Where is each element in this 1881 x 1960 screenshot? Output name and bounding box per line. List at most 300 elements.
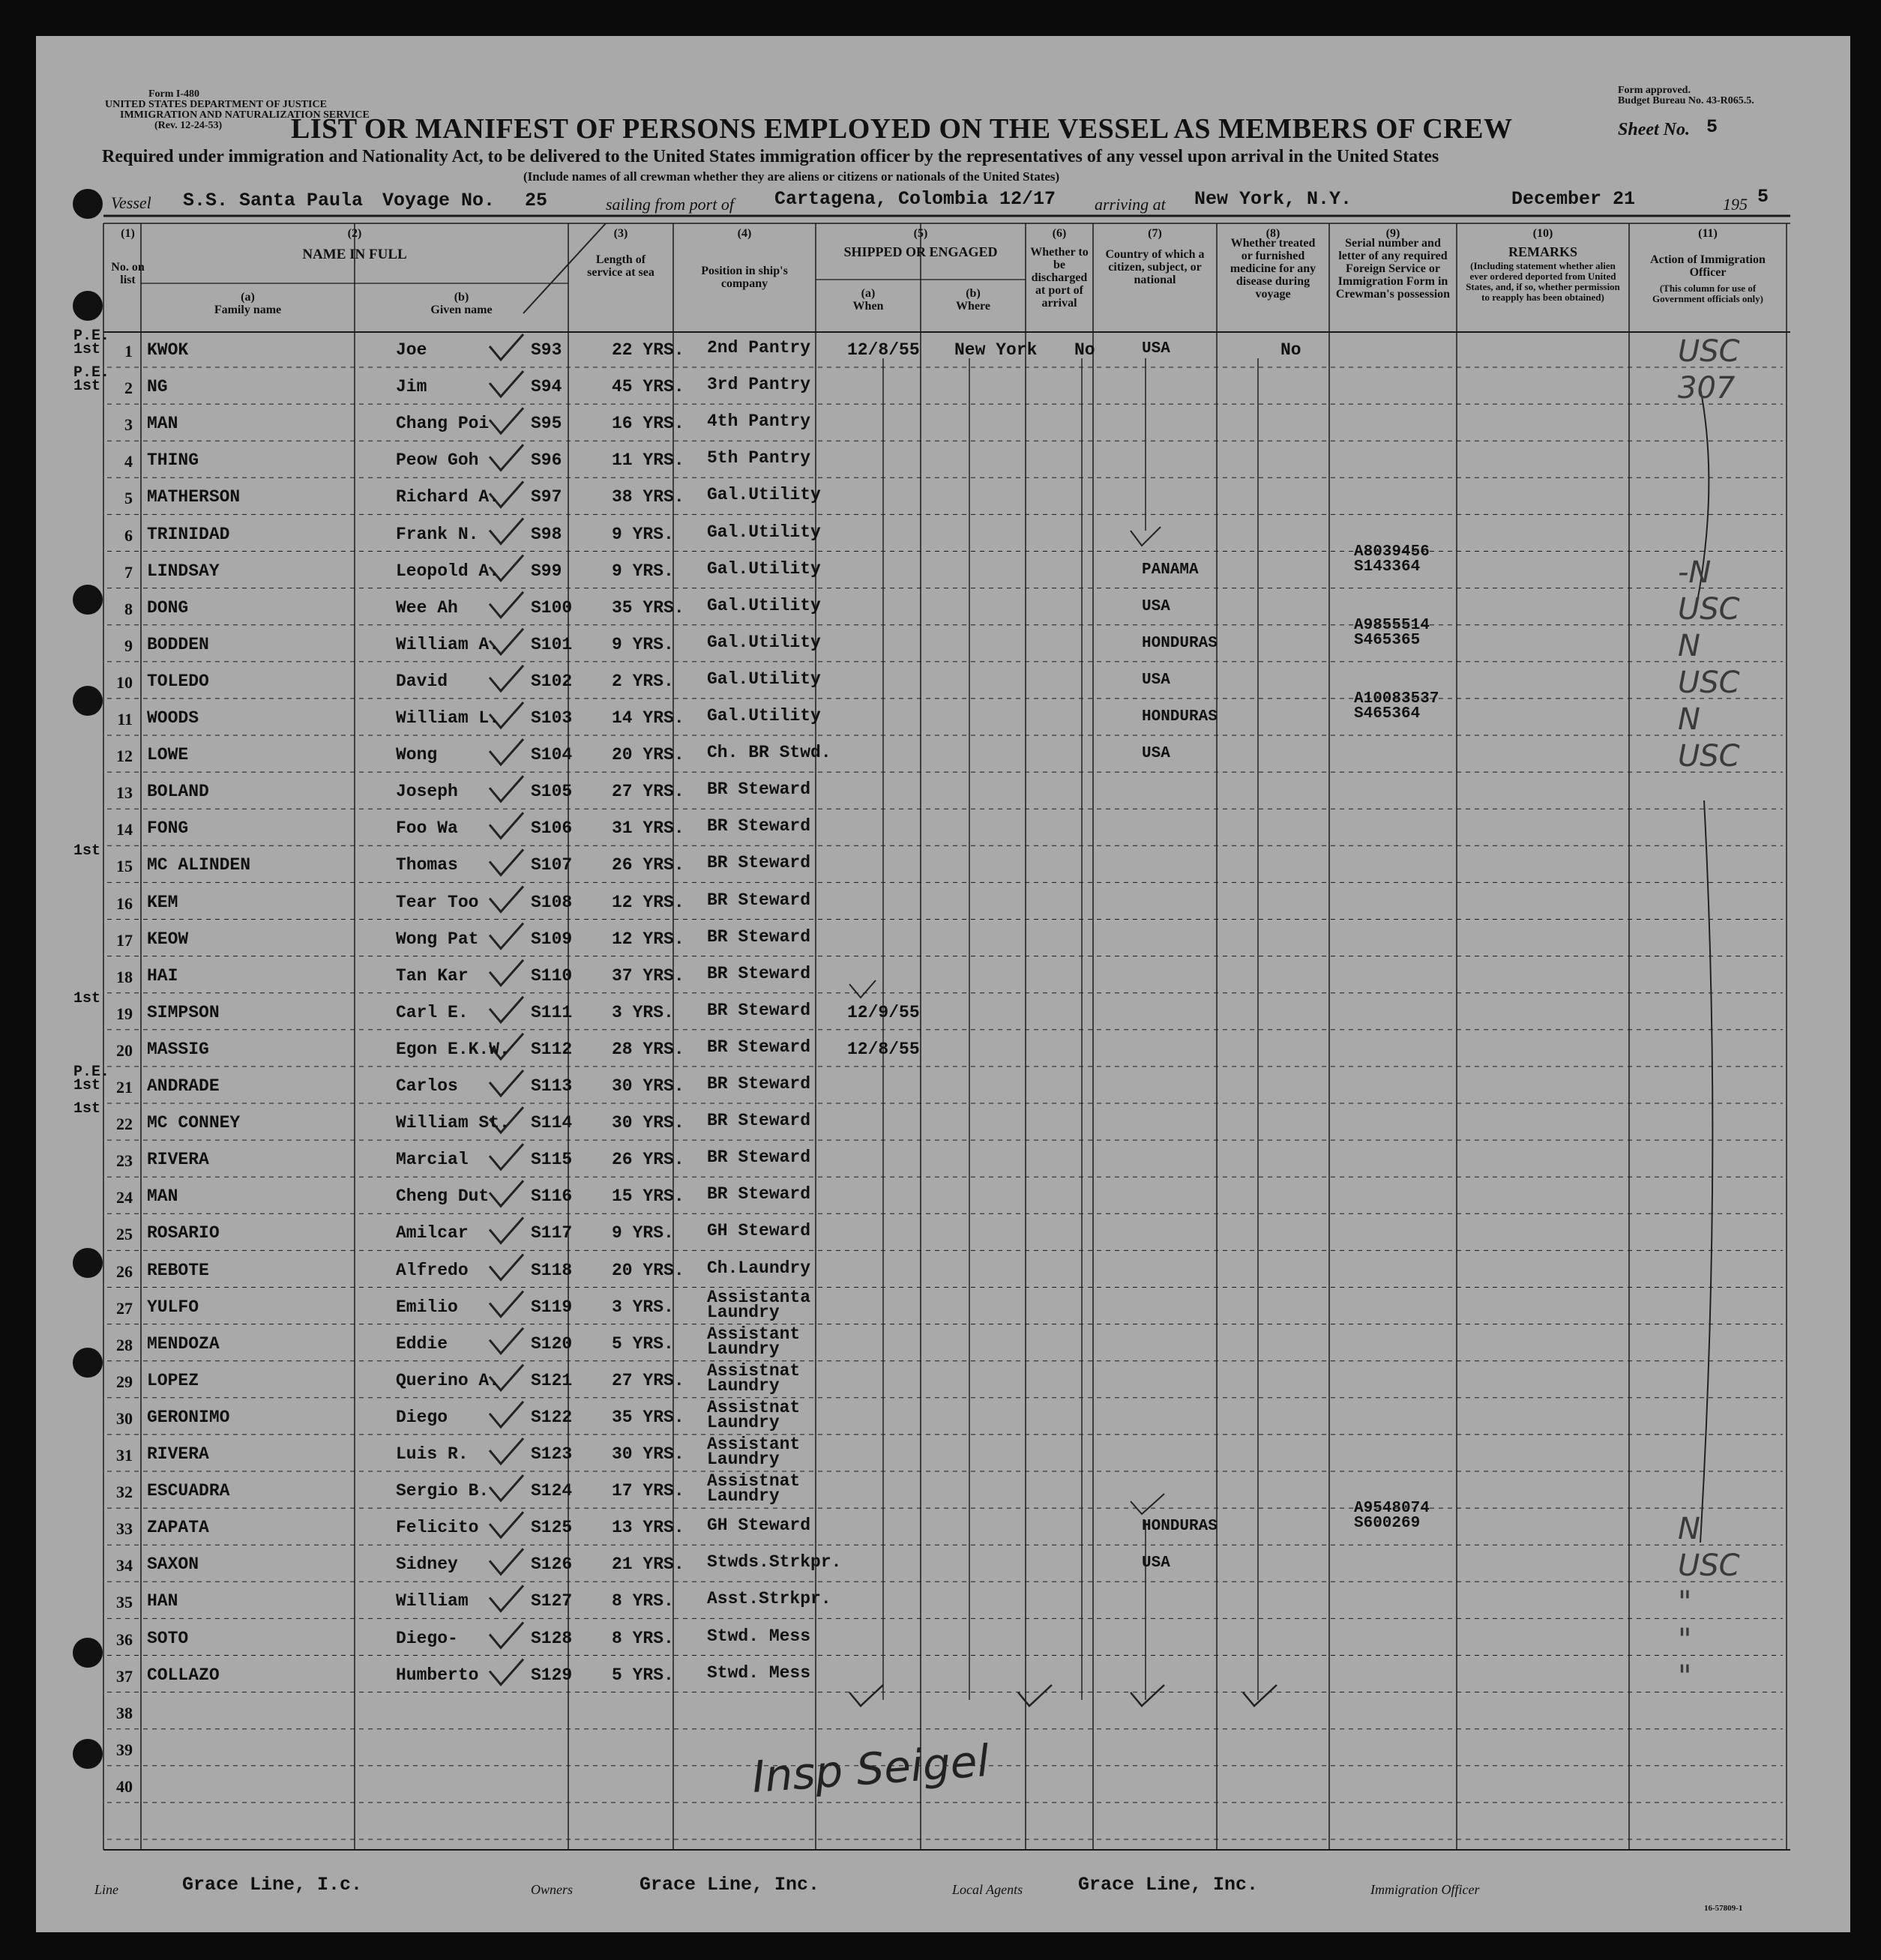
position: Gal.Utility [707, 595, 821, 615]
row-number: 38 [116, 1703, 133, 1722]
given-name: Wong [396, 745, 438, 765]
service-length: 21 YRS. [612, 1555, 684, 1575]
punch-hole [73, 1348, 103, 1378]
book-number: S107 [531, 855, 573, 875]
nationality: PANAMA [1142, 561, 1199, 579]
given-name: Peow Goh [396, 450, 479, 471]
book-number: S127 [531, 1591, 573, 1611]
checkmark-icon [490, 1291, 523, 1317]
arrival-port: New York, N.Y. [1194, 188, 1352, 210]
checkmark-icon [490, 444, 523, 470]
position: Ch.Laundry [707, 1258, 811, 1278]
book-number: S104 [531, 745, 573, 765]
book-number: S96 [531, 450, 562, 471]
officer-action: " [1678, 1659, 1692, 1694]
book-number: S103 [531, 708, 573, 728]
inspector-signature: Insp Seigel [750, 1735, 991, 1803]
service-length: 30 YRS. [612, 1076, 684, 1096]
checkmark-icon [490, 1070, 523, 1096]
family-name: FONG [147, 818, 189, 839]
officer-action: " [1678, 1622, 1692, 1657]
service-length: 20 YRS. [612, 1260, 684, 1280]
position: Gal.Utility [707, 669, 821, 689]
col5-header: SHIPPED OR ENGAGED [843, 244, 998, 259]
row-number: 8 [124, 599, 133, 618]
family-name: HAN [147, 1591, 178, 1611]
service-length: 3 YRS. [612, 1002, 674, 1022]
nationality: HONDURAS [1142, 1518, 1218, 1536]
checkmark-icon [490, 1144, 523, 1169]
book-number: S126 [531, 1555, 573, 1575]
owners-value: Grace Line, Inc. [639, 1874, 820, 1896]
service-length: 16 YRS. [612, 414, 684, 434]
book-number: S113 [531, 1076, 573, 1096]
row-number: 35 [116, 1593, 133, 1612]
family-name: ANDRADE [147, 1076, 220, 1096]
col5b-header: (b) Where [956, 287, 990, 313]
row-number: 15 [116, 857, 133, 876]
family-name: MENDOZA [147, 1333, 220, 1354]
row-number: 37 [116, 1666, 133, 1686]
row-number: 29 [116, 1372, 133, 1391]
nationality: HONDURAS [1142, 708, 1218, 726]
position: Gal.Utility [707, 632, 821, 652]
book-number: S122 [531, 1407, 573, 1427]
shipped-when: 12/8/55 [847, 340, 920, 360]
ditto-line [1700, 800, 1712, 1543]
row-number: 30 [116, 1408, 133, 1428]
row-number: 21 [116, 1078, 133, 1097]
checkmark-icon [1131, 1685, 1164, 1706]
family-name: BODDEN [147, 634, 209, 654]
position: BR Steward [707, 890, 811, 910]
checkmark-icon [490, 371, 523, 396]
position: Assistant Laundry [707, 1435, 801, 1469]
vessel-label: Vessel [111, 193, 151, 212]
family-name: THING [147, 450, 199, 471]
family-name: DONG [147, 597, 189, 618]
service-length: 26 YRS. [612, 855, 684, 875]
row-prefix: P.E. 1st [73, 1064, 110, 1094]
col7-number: (7) [1148, 227, 1162, 240]
punch-hole [73, 1248, 103, 1278]
nationality: USA [1142, 340, 1170, 358]
col6-header: Whether to be discharged at port of arrival [1030, 246, 1089, 310]
position: 4th Pantry [707, 411, 811, 432]
given-name: Carl E. [396, 1002, 469, 1022]
family-name: TRINIDAD [147, 524, 230, 544]
row-number: 25 [116, 1225, 133, 1244]
nationality: USA [1142, 1555, 1170, 1572]
row-number: 18 [116, 967, 133, 986]
local-agents-label: Local Agents [952, 1882, 1023, 1897]
arrival-date: December 21 [1511, 188, 1636, 210]
sheet-number: 5 [1706, 116, 1718, 138]
checkmark-icon [490, 1180, 523, 1206]
book-number: S97 [531, 487, 562, 507]
book-number: S100 [531, 597, 573, 618]
family-name: LOPEZ [147, 1370, 199, 1390]
row-number: 6 [124, 525, 133, 545]
position: GH Steward [707, 1221, 811, 1241]
nationality: USA [1142, 745, 1170, 763]
row-number: 34 [116, 1556, 133, 1575]
row-number: 22 [116, 1115, 133, 1134]
col3-number: (3) [613, 227, 628, 240]
checkmark-icon [490, 1585, 523, 1611]
service-length: 15 YRS. [612, 1186, 684, 1207]
service-name: IMMIGRATION AND NATURALIZATION SERVICE [120, 109, 370, 121]
line-value: Grace Line, I.c. [182, 1874, 363, 1896]
family-name: YULFO [147, 1297, 199, 1317]
service-length: 26 YRS. [612, 1150, 684, 1170]
row-number: 7 [124, 562, 133, 582]
service-length: 8 YRS. [612, 1591, 674, 1611]
position: 2nd Pantry [707, 338, 811, 358]
given-name: Querino A. [396, 1370, 500, 1390]
col6-number: (6) [1052, 227, 1067, 240]
owners-label: Owners [531, 1882, 574, 1897]
service-length: 3 YRS. [612, 1297, 674, 1317]
book-number: S116 [531, 1186, 573, 1207]
given-name: Foo Wa [396, 818, 458, 839]
checkmark-icon [490, 1623, 523, 1648]
family-name: REBOTE [147, 1260, 209, 1280]
form-subtitle: Required under immigration and Nationality Act, to be delivered to the United States immigration officer by the representatives of any vessel upon arrival in the United States [102, 147, 1439, 166]
family-name: ROSARIO [147, 1223, 220, 1243]
form-grid [36, 36, 1850, 1932]
position: Gal.Utility [707, 485, 821, 505]
position: Gal.Utility [707, 558, 821, 579]
punch-hole [73, 686, 103, 716]
checkmark-icon [490, 1659, 523, 1685]
row-number: 31 [116, 1446, 133, 1465]
given-name: Jim [396, 377, 427, 397]
family-name: SAXON [147, 1555, 199, 1575]
checkmark-icon [490, 1475, 523, 1501]
department-name: UNITED STATES DEPARTMENT OF JUSTICE [105, 99, 327, 110]
officer-action: 307 [1678, 371, 1736, 406]
officer-action: -N [1678, 555, 1712, 590]
col1-number: (1) [121, 227, 135, 240]
checkmark-icon [490, 666, 523, 691]
family-name: KWOK [147, 340, 189, 360]
col10-subheader: (Including statement whether alien ever ordered deported from United States, and, if so, whether permission to reapply has been obtained) [1466, 260, 1620, 303]
service-length: 35 YRS. [612, 597, 684, 618]
row-number: 13 [116, 783, 133, 803]
row-number: 39 [116, 1740, 133, 1759]
officer-action: N [1678, 1512, 1700, 1547]
family-name: TOLEDO [147, 671, 209, 691]
given-name: Humberto [396, 1665, 479, 1685]
row-number: 33 [116, 1519, 133, 1539]
position: Assistanta Laundry [707, 1287, 811, 1322]
row-number: 20 [116, 1040, 133, 1060]
col9-number: (9) [1385, 227, 1400, 240]
shipped-when: 12/9/55 [847, 1002, 920, 1022]
given-name: William A. [396, 634, 500, 654]
service-length: 8 YRS. [612, 1628, 674, 1648]
position: BR Steward [707, 1074, 811, 1094]
family-name: RIVERA [147, 1444, 209, 1464]
row-number: 4 [124, 452, 133, 471]
checkmark-icon [490, 1255, 523, 1280]
given-name: Marcial [396, 1150, 469, 1170]
family-name: KEM [147, 892, 178, 912]
col4-number: (4) [737, 227, 752, 240]
col8-number: (8) [1265, 227, 1280, 240]
given-name: Carlos [396, 1076, 458, 1096]
book-number: S110 [531, 965, 573, 986]
row-number: 2 [124, 379, 133, 398]
checkmark-icon [490, 1549, 523, 1574]
given-name: Amilcar [396, 1223, 469, 1243]
service-length: 30 YRS. [612, 1444, 684, 1464]
checkmark-icon [490, 334, 523, 360]
form-title: LIST OR MANIFEST OF PERSONS EMPLOYED ON THE VESSEL AS MEMBERS OF CREW [291, 113, 1513, 145]
given-name: Tan Kar [396, 965, 469, 986]
book-number: S109 [531, 929, 573, 949]
position: BR Steward [707, 853, 811, 873]
vessel-name: S.S. Santa Paula [183, 190, 364, 211]
position: BR Steward [707, 926, 811, 947]
service-length: 12 YRS. [612, 892, 684, 912]
checkmark-icon [490, 960, 523, 986]
given-name: Sergio B. [396, 1481, 490, 1501]
checkmark-icon [490, 1217, 523, 1243]
row-number: 40 [116, 1776, 133, 1796]
officer-action: USC [1678, 1549, 1740, 1584]
col11-number: (11) [1698, 227, 1718, 240]
print-code: 16-57809-1 [1704, 1904, 1743, 1913]
col2-number: (2) [347, 227, 362, 240]
family-name: NG [147, 377, 168, 397]
include-note: (Include names of all crewman whether they are aliens or citizens or nationals of the United States) [523, 169, 1060, 184]
serial-number: A9855514 S465365 [1354, 616, 1430, 649]
row-number: 32 [116, 1483, 133, 1502]
row-number: 9 [124, 636, 133, 655]
col11-header: Action of Immigration Officer [1650, 253, 1766, 279]
family-name: MAN [147, 414, 178, 434]
book-number: S115 [531, 1150, 573, 1170]
officer-action: USC [1678, 665, 1740, 700]
punch-hole [73, 585, 103, 615]
checkmark-icon [490, 408, 523, 433]
row-prefix: 1st [73, 989, 101, 1007]
book-number: S98 [531, 524, 562, 544]
book-number: S119 [531, 1297, 573, 1317]
service-length: 37 YRS. [612, 965, 684, 986]
arriving-label: arriving at [1095, 195, 1166, 214]
checkmark-icon [490, 887, 523, 912]
given-name: Joe [396, 340, 427, 360]
position: Stwd. Mess [707, 1626, 811, 1646]
position: BR Steward [707, 1148, 811, 1168]
given-name: Wee Ah [396, 597, 458, 618]
given-name: Joseph [396, 782, 458, 802]
checkmark-icon [1018, 1685, 1052, 1706]
book-number: S94 [531, 377, 562, 397]
checkmark-icon [849, 1685, 883, 1706]
book-number: S114 [531, 1113, 573, 1133]
col5-number: (5) [913, 227, 928, 240]
service-length: 12 YRS. [612, 929, 684, 949]
service-length: 13 YRS. [612, 1518, 684, 1538]
book-number: S93 [531, 340, 562, 360]
nationality: HONDURAS [1142, 634, 1218, 652]
service-length: 9 YRS. [612, 524, 674, 544]
position: Gal.Utility [707, 706, 821, 726]
position: Stwds.Strkpr. [707, 1552, 842, 1572]
voyage-label: Voyage No. [382, 190, 496, 211]
position: 5th Pantry [707, 448, 811, 468]
year-suffix: 5 [1757, 186, 1769, 208]
revision-date: (Rev. 12-24-53) [154, 120, 223, 131]
service-length: 35 YRS. [612, 1407, 684, 1427]
discharged: No [1074, 340, 1095, 360]
col2-header: NAME IN FULL [302, 247, 407, 262]
checkmark-icon [490, 1512, 523, 1537]
row-prefix: P.E. 1st [73, 364, 110, 396]
given-name: Leopold A. [396, 561, 500, 581]
given-name: Chang Poi [396, 414, 490, 434]
position: Asst.Strkpr. [707, 1589, 831, 1609]
book-number: S120 [531, 1333, 573, 1354]
checkmark-icon [490, 1328, 523, 1354]
punch-hole [73, 189, 103, 219]
service-length: 45 YRS. [612, 377, 684, 397]
serial-number: A10083537 S465364 [1354, 690, 1439, 723]
col4-header: Position in ship's company [701, 265, 788, 290]
checkmark-icon [490, 1402, 523, 1427]
book-number: S121 [531, 1370, 573, 1390]
service-length: 20 YRS. [612, 745, 684, 765]
row-number: 24 [116, 1188, 133, 1207]
family-name: GERONIMO [147, 1407, 230, 1427]
departure-port: Cartagena, Colombia 12/17 [774, 188, 1056, 210]
row-number: 12 [116, 747, 133, 766]
row-prefix: P.E. 1st [73, 328, 110, 358]
family-name: RIVERA [147, 1150, 209, 1170]
row-prefix: 1st [73, 842, 101, 860]
book-number: S105 [531, 782, 573, 802]
service-length: 9 YRS. [612, 634, 674, 654]
book-number: S99 [531, 561, 562, 581]
checkmark-icon [490, 812, 523, 838]
book-number: S112 [531, 1039, 573, 1059]
book-number: S111 [531, 1002, 573, 1022]
row-number: 10 [116, 672, 133, 692]
officer-action: N [1678, 628, 1700, 663]
service-length: 30 YRS. [612, 1113, 684, 1133]
row-number: 19 [116, 1004, 133, 1023]
checkmark-icon [490, 1438, 523, 1464]
family-name: ESCUADRA [147, 1481, 230, 1501]
form-number: Form I-480 [148, 88, 200, 100]
col9-header: Serial number and letter of any required Foreign Service or Immigration Form in Crewman's possession [1335, 237, 1451, 301]
given-name: David [396, 671, 448, 691]
year-prefix: 195 [1723, 195, 1748, 214]
checkmark-icon [490, 739, 523, 765]
shipped-when: 12/8/55 [847, 1039, 920, 1059]
treated: No [1280, 340, 1301, 360]
given-name: William L. [396, 708, 500, 728]
given-name: Frank N. [396, 524, 479, 544]
officer-action: N [1678, 702, 1700, 737]
service-length: 27 YRS. [612, 1370, 684, 1390]
col3-header: Length of service at sea [587, 253, 654, 279]
position: Ch. BR Stwd. [707, 743, 831, 763]
service-length: 9 YRS. [612, 1223, 674, 1243]
book-number: S123 [531, 1444, 573, 1464]
col1-header: No. on list [111, 261, 145, 286]
family-name: MAN [147, 1186, 178, 1207]
row-number: 17 [116, 930, 133, 950]
voyage-number: 25 [525, 190, 548, 211]
book-number: S108 [531, 892, 573, 912]
service-length: 9 YRS. [612, 561, 674, 581]
form-approved: Form approved. [1618, 85, 1691, 96]
position: Assistant Laundry [707, 1324, 801, 1359]
position: GH Steward [707, 1516, 811, 1536]
row-number: 14 [116, 820, 133, 839]
col7-header: Country of which a citizen, subject, or national [1105, 248, 1205, 286]
col8-header: Whether treated or furnished medicine for any disease during voyage [1230, 237, 1316, 301]
book-number: S128 [531, 1628, 573, 1648]
family-name: WOODS [147, 708, 199, 728]
officer-action: USC [1678, 591, 1740, 627]
officer-action: USC [1678, 334, 1740, 369]
family-name: SIMPSON [147, 1002, 220, 1022]
position: BR Steward [707, 1184, 811, 1204]
family-name: MATHERSON [147, 487, 241, 507]
col11-subheader: (This column for use of Government officials only) [1652, 283, 1764, 304]
line-label: Line [94, 1882, 119, 1897]
given-name: William St. [396, 1113, 510, 1133]
service-length: 5 YRS. [612, 1333, 674, 1354]
service-length: 17 YRS. [612, 1481, 684, 1501]
punch-hole [73, 291, 103, 321]
book-number: S106 [531, 818, 573, 839]
book-number: S102 [531, 671, 573, 691]
position: BR Steward [707, 1037, 811, 1057]
given-name: William [396, 1591, 469, 1611]
family-name: MC CONNEY [147, 1113, 241, 1133]
service-length: 22 YRS. [612, 340, 684, 360]
position: Assistnat Laundry [707, 1397, 801, 1432]
book-number: S117 [531, 1223, 573, 1243]
serial-number: A8039456 S143364 [1354, 543, 1430, 576]
position: Gal.Utility [707, 522, 821, 542]
checkmark-icon [490, 849, 523, 875]
service-length: 5 YRS. [612, 1665, 674, 1685]
immigration-officer-label: Immigration Officer [1370, 1882, 1480, 1897]
col2b-header: (b) Given name [430, 291, 493, 316]
given-name: Tear Too [396, 892, 479, 912]
given-name: Thomas [396, 855, 458, 875]
position: Stwd. Mess [707, 1662, 811, 1683]
row-number: 1 [124, 342, 133, 361]
row-prefix: 1st [73, 1100, 101, 1118]
checkmark-icon [490, 997, 523, 1022]
sheet-number-label: Sheet No. [1618, 120, 1690, 139]
service-length: 38 YRS. [612, 487, 684, 507]
position: BR Steward [707, 816, 811, 836]
col5a-header: (a) When [852, 287, 884, 313]
service-length: 27 YRS. [612, 782, 684, 802]
position: BR Steward [707, 963, 811, 983]
family-name: HAI [147, 965, 178, 986]
